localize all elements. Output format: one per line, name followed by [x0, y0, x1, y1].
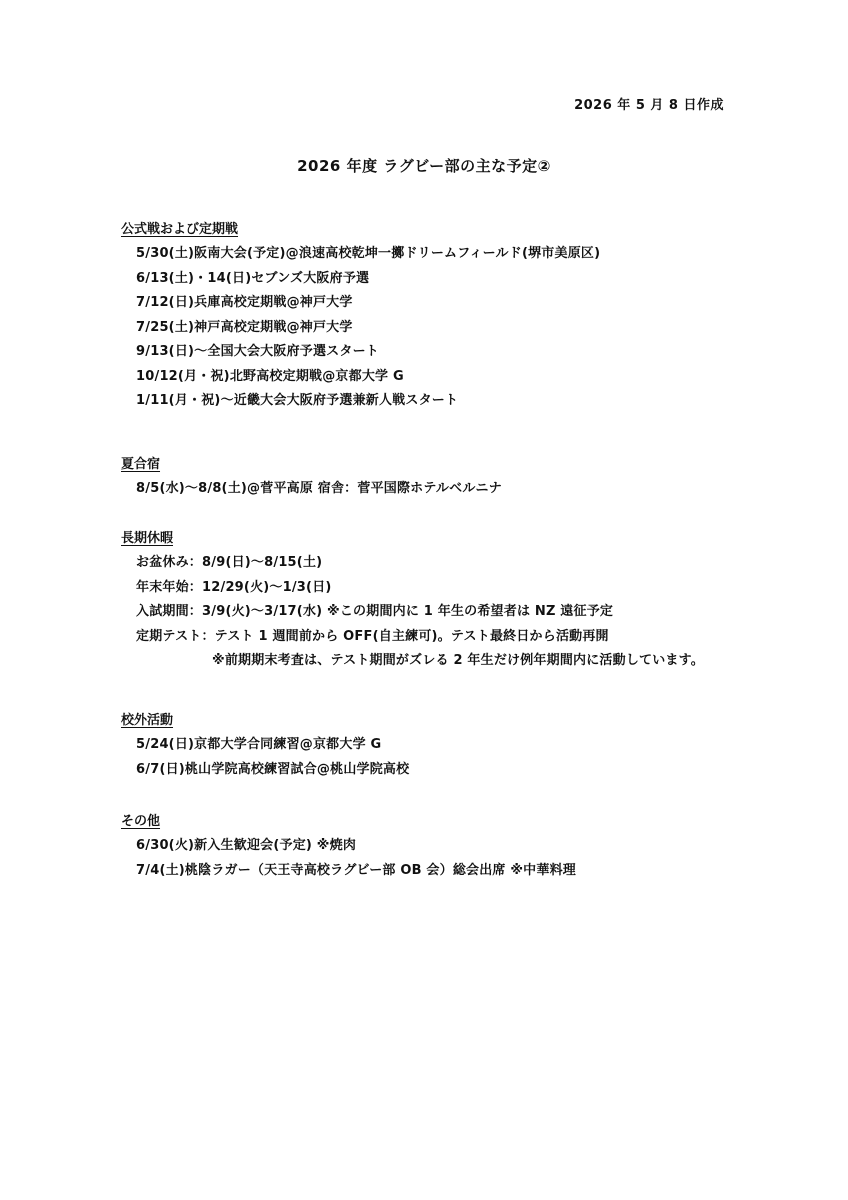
- section-long-holidays: [121, 527, 741, 674]
- section-summer-camp: [121, 453, 741, 502]
- schedule-item: 定期テスト：テスト 1 週間前から OFF(自主練可)。テスト最終日から活動再開: [136, 628, 609, 644]
- section-official-matches: [121, 218, 741, 414]
- schedule-item: 6/13(土)・14(日)セブンズ大阪府予選: [136, 270, 370, 286]
- section-heading: 校外活動: [121, 713, 174, 728]
- section-external-activities: [121, 709, 741, 782]
- schedule-list: [121, 242, 741, 414]
- document-title: 2026 年度 ラグビー部の主な予定②: [297, 157, 551, 175]
- exam-note: ※前期期末考査は、テスト期間がズレる 2 年生だけ例年期間内に活動しています。: [212, 653, 704, 668]
- schedule-item: 8/5(水)～8/8(土)@菅平高原 宿舎：菅平国際ホテルベルニナ: [136, 481, 502, 496]
- section-heading: 長期休暇: [121, 531, 174, 546]
- schedule-item: 9/13(日)～全国大会大阪府予選スタート: [136, 344, 379, 359]
- schedule-item: 7/12(日)兵庫高校定期戦@神戸大学: [136, 295, 353, 310]
- schedule-list: [121, 477, 741, 502]
- schedule-item: 7/4(土)桃陰ラガー（天王寺高校ラグビー部 OB 会）総会出席 ※中華料理: [136, 862, 576, 878]
- schedule-item: 入試期間：3/9(火)～3/17(水) ※この期間内に 1 年生の希望者は NZ 遠征予定: [136, 604, 614, 619]
- section-heading: その他: [121, 814, 161, 829]
- schedule-list: [121, 551, 741, 649]
- schedule-item: 年末年始：12/29(火)～1/3(日): [136, 579, 332, 595]
- schedule-item: お盆休み：8/9(日)～8/15(土): [136, 555, 323, 570]
- schedule-item: 7/25(土)神戸高校定期戦@神戸大学: [136, 319, 353, 335]
- section-other: [121, 810, 741, 883]
- schedule-item: 1/11(月・祝)～近畿大会大阪府予選兼新人戦スタート: [136, 393, 459, 408]
- created-date: 2026 年 5 月 8 日作成: [574, 98, 724, 113]
- schedule-item: 6/30(火)新入生歓迎会(予定) ※焼肉: [136, 838, 357, 853]
- schedule-item: 10/12(月・祝)北野高校定期戦@京都大学 G: [136, 368, 404, 384]
- schedule-item: 5/24(日)京都大学合同練習@京都大学 G: [136, 737, 382, 752]
- schedule-list: [121, 733, 741, 782]
- schedule-item: 6/7(日)桃山学院高校練習試合@桃山学院高校: [136, 761, 410, 777]
- section-heading: 夏合宿: [121, 457, 161, 472]
- section-heading: 公式戦および定期戦: [121, 222, 239, 237]
- schedule-list: [121, 834, 741, 883]
- schedule-item: 5/30(土)阪南大会(予定)@浪速高校乾坤一擲ドリームフィールド(堺市美原区): [136, 246, 601, 261]
